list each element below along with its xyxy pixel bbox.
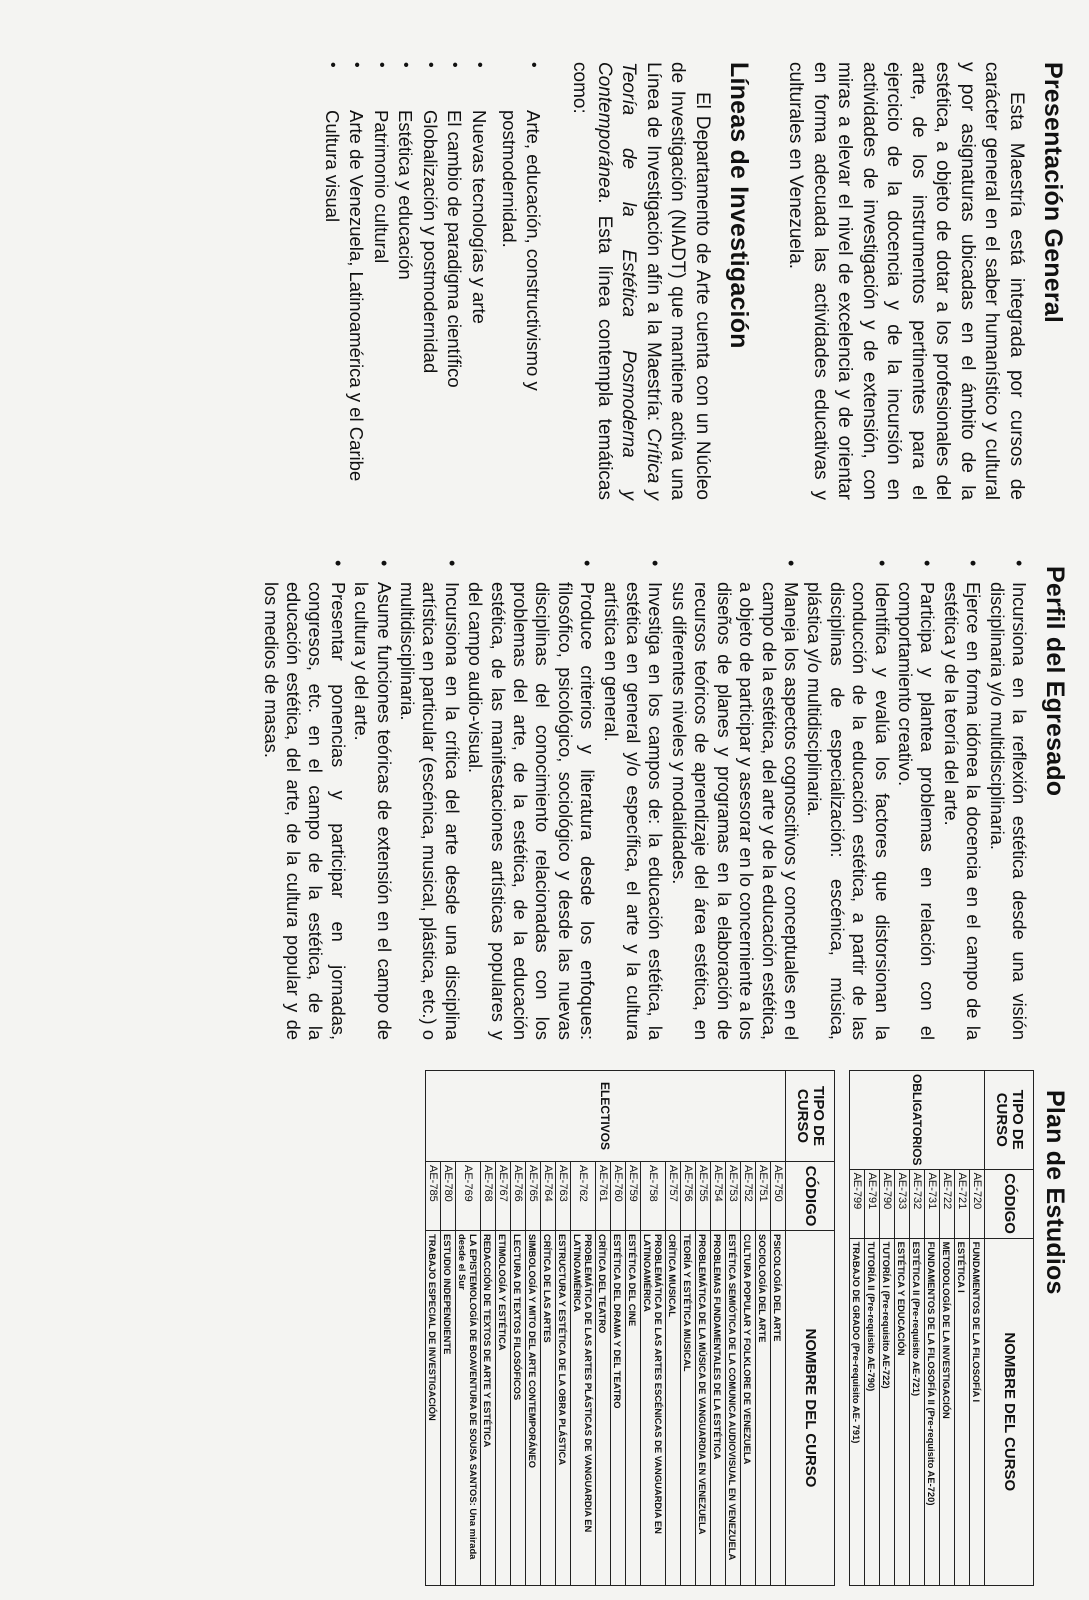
course-code: AE-761 <box>596 1162 611 1231</box>
course-code: AE-758 <box>641 1162 666 1231</box>
course-code: AE-785 <box>426 1162 441 1231</box>
course-name: ESTRUCTURA Y ESTÉTICA DE LA OBRA PLÁSTICA <box>556 1231 571 1586</box>
course-name: TUTORÍA II (Pre-requisito AE-790) <box>865 1238 880 1585</box>
course-name: TRABAJO ESPECIAL DE INVESTIGACIÓN <box>426 1231 441 1586</box>
list-item: • Presentar ponencias y participar en jornadas, congresos, etc. en el campo de la estética, de la educación estética, del arte, de la cultura popular y de los medios de masas. <box>259 560 349 1040</box>
course-name: ESTÉTICA SEMIÓTICA DE LA COMUNICA AUDIOVISUAL EN VENEZUELA <box>726 1231 741 1586</box>
course-code: AE-755 <box>696 1162 711 1231</box>
table-row <box>771 1071 786 1586</box>
column-plan <box>0 1060 1089 1600</box>
column-perfil <box>0 540 1089 1060</box>
obligatorios-label: OBLIGATORIOS <box>850 1071 985 1170</box>
course-name: PROBLEMAS FUNDAMENTALES DE LA ESTÉTICA <box>711 1231 726 1586</box>
lineas-text <box>567 62 714 500</box>
course-code: AE-753 <box>726 1162 741 1231</box>
course-name: LA EPISTEMOLOGÍA DE BOAVENTURA DE SOUSA SANTOS: Una mirada desde el Sur <box>456 1231 481 1586</box>
course-name: PSICOLOGÍA DEL ARTE <box>771 1231 786 1586</box>
list-item: • Globalización y postmodernidad <box>418 62 443 500</box>
course-name: TRABAJO DE GRADO (Pre-requisito AE- 791) <box>850 1238 865 1585</box>
course-code: AE-799 <box>850 1169 865 1238</box>
course-name: REDACCIÓN DE TEXTOS DE ARTE Y ESTÉTICA <box>481 1231 496 1586</box>
course-name: LECTURA DE TEXTOS FILOSÓFICOS <box>511 1231 526 1586</box>
list-item: • Maneja los aspectos cognoscitivos y conceptuales en el campo de la estética, del arte y de la educación estética, a objeto de participar y asesorar en lo concerniente a los diseños de planes y programas en la elaboración de recursos teóricos de aprendizaje del área estética, en sus diferentes niveles y modalidades. <box>668 560 802 1040</box>
perfil-list <box>259 560 1030 1040</box>
course-name: ESTUDIO INDEPENDIENTE <box>441 1231 456 1586</box>
course-code: AE-780 <box>441 1162 456 1231</box>
course-name: SOCIOLOGÍA DEL ARTE <box>756 1231 771 1586</box>
header-nombre: NOMBRE DEL CURSO <box>786 1231 835 1586</box>
course-code: AE-731 <box>925 1169 940 1238</box>
plan-title: Plan de Estudios <box>1041 1090 1069 1295</box>
course-code: AE-752 <box>741 1162 756 1231</box>
course-code: AE-754 <box>711 1162 726 1231</box>
course-code: AE-750 <box>771 1162 786 1231</box>
course-name: PROBLEMÁTICA DE LA MÚSICA DE VANGUARDIA EN VENEZUELA <box>696 1231 711 1586</box>
obligatorios-table <box>849 1070 1034 1586</box>
list-item: • Participa y plantea problemas en relación con el comportamiento creativo. <box>894 560 939 1040</box>
list-item: • Estética y educación <box>393 62 418 500</box>
list-item: • Identifica y evalúa los factores que distorsionan la conducción de la educación estética, a partir de las disciplinas de especialización: escénica, música, plástica y/o multidisciplinaria. <box>803 560 893 1040</box>
list-item: • Asume funciones teóricas de extensión en el campo de la cultura y del arte. <box>350 560 395 1040</box>
course-name: PROBLEMÁTICA DE LAS ARTES PLÁSTICAS DE VANGUARDIA EN LATINOAMÉRICA <box>571 1231 596 1586</box>
course-name: ESTÉTICA I <box>955 1238 970 1585</box>
course-name: ESTÉTICA II (Pre-requisito AE-721) <box>910 1238 925 1585</box>
course-code: AE-762 <box>571 1162 596 1231</box>
list-item: • Arte de Venezuela, Latinoamérica y el Caribe <box>344 62 369 500</box>
electivos-table <box>425 1070 835 1586</box>
electivos-label: ELECTIVOS <box>426 1071 786 1162</box>
course-code: AE-791 <box>865 1169 880 1238</box>
course-code: AE-766 <box>511 1162 526 1231</box>
course-name: ETIMOLOGÍA Y ESTÉTICA <box>496 1231 511 1586</box>
course-name: TEORÍA Y ESTÉTICA MUSICAL <box>681 1231 696 1586</box>
course-name: CRÍTICA DEL TEATRO <box>596 1231 611 1586</box>
course-code: AE-760 <box>611 1162 626 1231</box>
course-code: AE-765 <box>526 1162 541 1231</box>
lineas-sublist <box>320 62 492 500</box>
course-name: SIMBOLOGÍA Y MITO DEL ARTE CONTEMPORÁNEO <box>526 1231 541 1586</box>
course-code: AE-764 <box>541 1162 556 1231</box>
header-codigo: CÓDIGO <box>985 1169 1034 1238</box>
course-name: FUNDAMENTOS DE LA FILOSOFÍA II (Pre-requisito AE-720) <box>925 1238 940 1585</box>
course-name: ESTÉTICA DEL CINE <box>626 1231 641 1586</box>
list-item: • Arte, educación, constructivismo y postmodernidad. <box>497 62 545 500</box>
list-item: • Incursiona en la crítica del arte desde una disciplina artística en particular (escénica, musical, plástica, etc.) o multidisciplinaria. <box>396 560 463 1040</box>
course-name: CRÍTICA DE LAS ARTES <box>541 1231 556 1586</box>
table-header-row <box>985 1071 1034 1586</box>
course-name: ESTÉTICA Y EDUCACIÓN <box>895 1238 910 1585</box>
course-code: AE-720 <box>970 1169 985 1238</box>
list-item: • Incursiona en la reflexión estética desde una visión disciplinaria y/o multidisciplinaria. <box>985 560 1030 1040</box>
course-name: PROBLEMÁTICA DE LAS ARTES ESCÉNICAS DE VANGUARDIA EN LATINOAMÉRICA <box>641 1231 666 1586</box>
course-name: ESTÉTICA DEL DRAMA Y DEL TEATRO <box>611 1231 626 1586</box>
list-item: • Cultura visual <box>320 62 345 500</box>
course-name: METODOLOGÍA DE LA INVESTIGACIÓN <box>940 1238 955 1585</box>
course-code: AE-751 <box>756 1162 771 1231</box>
lineas-list <box>497 62 545 500</box>
course-code: AE-790 <box>880 1169 895 1238</box>
course-code: AE-722 <box>940 1169 955 1238</box>
header-tipo: TIPO DE CURSO <box>786 1071 835 1162</box>
table-row <box>970 1071 985 1586</box>
lineas-text-b: . Esta línea contempla temáticas como: <box>569 62 615 500</box>
column-presentacion <box>0 0 1089 530</box>
list-item: • Nuevas tecnologías y arte <box>467 62 492 500</box>
course-code: AE-721 <box>955 1169 970 1238</box>
list-item: • Ejerce en forma idónea la docencia en el campo de la estética y de la teoría del arte. <box>939 560 984 1040</box>
lineas-title: Líneas de Investigación <box>725 62 753 349</box>
table-header-row <box>786 1071 835 1586</box>
course-name: CRÍTICA MUSICAL <box>666 1231 681 1586</box>
course-code: AE-769 <box>456 1162 481 1231</box>
header-nombre: NOMBRE DEL CURSO <box>985 1238 1034 1585</box>
perfil-title: Perfil del Egresado <box>1041 566 1069 797</box>
course-code: AE-756 <box>681 1162 696 1231</box>
list-item: • El cambio de paradigma científico <box>442 62 467 500</box>
list-item: • Produce criterios y literatura desde los enfoques: filosófico, psicológico, sociológico y desde las nuevas disciplinas del conocimiento relacionadas con los problemas del arte, de la estética, de la educación estética, de las manifestaciones artísticas populares y del campo audio-visual. <box>464 560 598 1040</box>
course-code: AE-763 <box>556 1162 571 1231</box>
course-code: AE-768 <box>481 1162 496 1231</box>
header-codigo: CÓDIGO <box>786 1162 835 1231</box>
lineas-text-a: El Departamento de Arte cuenta con un Núcleo de Investigación (NIADT) que mantiene activa una Línea de Investigación afín a la Maestría: <box>643 62 713 500</box>
list-item: • Investiga en los campos de: la educación estética, la estética en general y/o específica, el arte y la cultura artística en general. <box>599 560 666 1040</box>
course-name: FUNDAMENTOS DE LA FILOSOFÍA I <box>970 1238 985 1585</box>
course-name: CULTURA POPULAR Y FOLKLORE DE VENEZUELA <box>741 1231 756 1586</box>
header-tipo: TIPO DE CURSO <box>985 1071 1034 1170</box>
presentacion-text: Esta Maestría está integrada por cursos de carácter general en el saber humanístico y cultural y por asignaturas ubicadas en el ámbito de la estética, a objeto de dotar a los profesionales del arte, de los instrumentos pertinentes para el ejercicio de la docencia y de la incursión en actividades de investigación y de extensión, con miras a elevar el nivel de excelencia y de orientar en forma adecuada las actividades educativas y culturales en Venezuela. <box>785 62 1027 500</box>
course-code: AE-757 <box>666 1162 681 1231</box>
course-code: AE-767 <box>496 1162 511 1231</box>
course-code: AE-732 <box>910 1169 925 1238</box>
course-code: AE-759 <box>626 1162 641 1231</box>
lineas-text-em: Crítica y Teoría de la Estética Posmoderna y Contemporánea <box>594 62 664 500</box>
list-item: • Patrimonio cultural <box>369 62 394 500</box>
presentacion-title: Presentación General <box>1039 62 1067 324</box>
course-name: TUTORÍA I (Pre-requisito AE-722) <box>880 1238 895 1585</box>
course-code: AE-733 <box>895 1169 910 1238</box>
